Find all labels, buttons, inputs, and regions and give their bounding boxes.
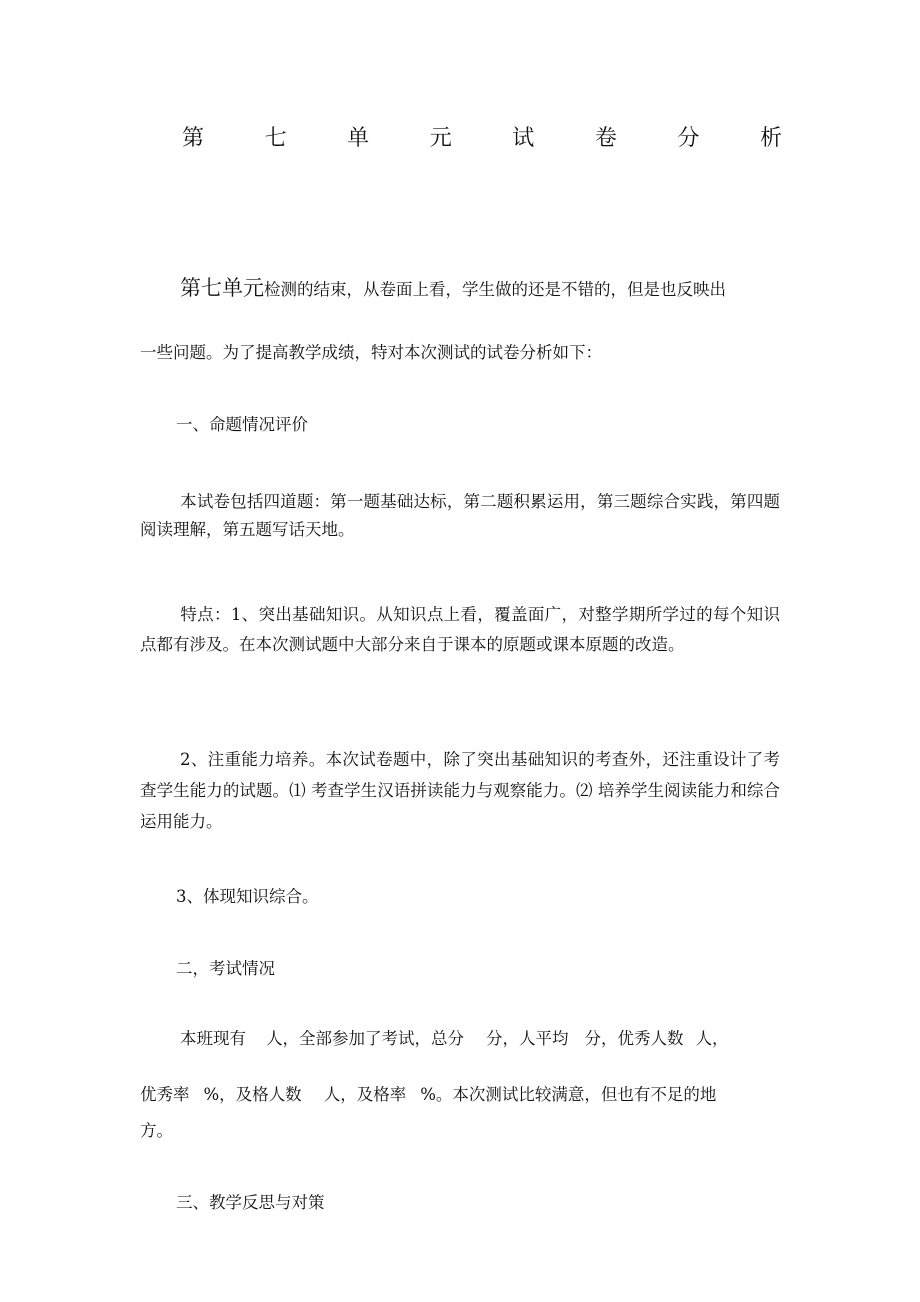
document-title <box>182 124 782 154</box>
exam-stats-line-1: 本班现有 人，全部参加了考试，总分 分，人平均 分，优秀人数 人， <box>180 1029 729 1048</box>
title-char: 七 <box>264 126 287 151</box>
title-char: 析 <box>759 126 782 151</box>
title-char: 第 <box>182 126 205 151</box>
section-1-paragraph-4: 3、体现知识综合。 <box>176 887 319 906</box>
title-char: 元 <box>429 126 452 151</box>
section-1-heading: 一、命题情况评价 <box>176 415 308 434</box>
title-char: 分 <box>677 126 700 151</box>
section-3-heading: 三、教学反思与对策 <box>176 1193 325 1212</box>
section-1-paragraph-1: 本试卷包括四道题：第一题基础达标，第二题积累运用，第三题综合实践，第四题阅读理解，第五题写话天地。 <box>140 492 780 539</box>
title-char: 单 <box>347 126 370 151</box>
exam-stats-line-2: 优秀率 %，及格人数 人，及格率 %。本次测试比较满意，但也有不足的地 <box>140 1085 717 1104</box>
title-char: 试 <box>512 126 535 151</box>
intro-line-2: 一些问题。为了提高教学成绩，特对本次测试的试卷分析如下： <box>140 343 602 362</box>
section-1-paragraph-2: 特点：1、突出基础知识。从知识点上看，覆盖面广，对整学期所学过的每个知识点都有涉及。在本次测试题中大部分来自于课本的原题或课本原题的改造。 <box>140 605 780 654</box>
intro-lead: 第七单元 <box>180 276 264 300</box>
exam-stats-line-3: 方。 <box>140 1121 173 1140</box>
intro-line-1 <box>140 274 780 304</box>
section-2-heading: 二，考试情况 <box>176 959 275 978</box>
title-char: 卷 <box>594 126 617 151</box>
intro-rest: 检测的结束，从卷面上看，学生做的还是不错的，但是也反映出 <box>264 280 726 299</box>
section-1-paragraph-3: 2、注重能力培养。本次试卷题中，除了突出基础知识的考查外，还注重设计了考查学生能力的试题。⑴ 考查学生汉语拼读能力与观察能力。⑵ 培养学生阅读能力和综合运用能力。 <box>140 750 780 831</box>
